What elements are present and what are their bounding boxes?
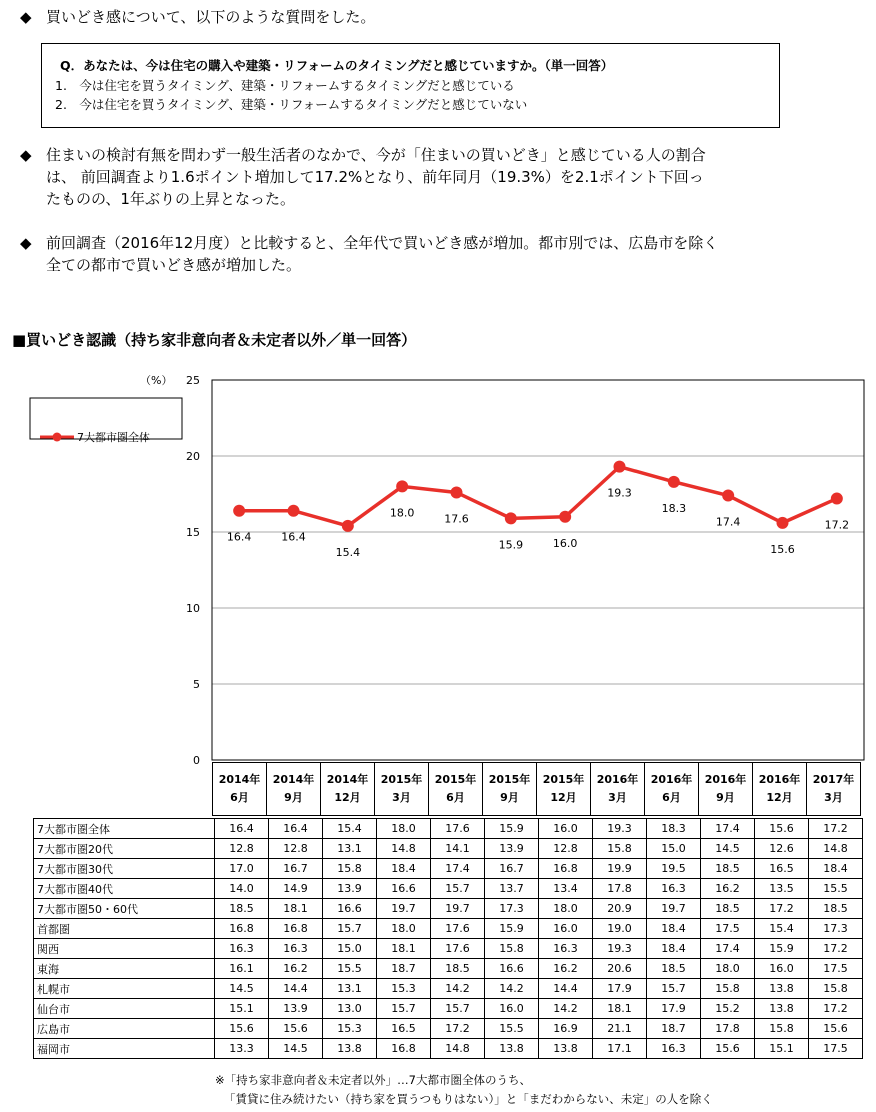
table-row <box>34 839 863 859</box>
table-cell: 15.7 <box>377 999 431 1019</box>
footnote: 「賃貸に住み続けたい（持ち家を買うつもりはない）」と「まだわからない、未定」の人を除く <box>224 1092 713 1106</box>
table-cell: 18.1 <box>377 939 431 959</box>
table-cell: 17.4 <box>701 819 755 839</box>
table-cell: 15.9 <box>485 919 539 939</box>
table-cell: 16.0 <box>539 919 593 939</box>
y-tick-label: 10 <box>186 602 200 615</box>
data-label: 15.4 <box>335 545 361 559</box>
column-header: 2016年 12月 <box>753 763 807 816</box>
question-title: Q．あなたは、今は住宅の購入や建築・リフォームのタイミングだと感じていますか。（単一回答） <box>60 58 614 73</box>
data-point <box>831 493 843 505</box>
table-cell: 16.3 <box>647 1039 701 1059</box>
table-cell: 15.8 <box>485 939 539 959</box>
table-cell: 19.7 <box>647 899 701 919</box>
table-cell: 16.3 <box>647 879 701 899</box>
y-tick-label: 25 <box>186 374 200 387</box>
data-point <box>777 517 789 529</box>
table-cell: 16.8 <box>215 919 269 939</box>
table-cell: 18.5 <box>647 959 701 979</box>
table-cell: 16.1 <box>215 959 269 979</box>
table-row <box>34 1019 863 1039</box>
table-cell: 16.6 <box>323 899 377 919</box>
table-cell: 14.4 <box>539 979 593 999</box>
table-cell: 15.3 <box>323 1019 377 1039</box>
row-label: 関西 <box>34 939 215 959</box>
table-cell: 13.8 <box>323 1039 377 1059</box>
table-cell: 16.0 <box>755 959 809 979</box>
table-row <box>34 879 863 899</box>
row-label: 仙台市 <box>34 999 215 1019</box>
table-cell: 15.5 <box>323 959 377 979</box>
data-table <box>33 818 863 1059</box>
data-label: 19.3 <box>607 486 632 500</box>
table-cell: 15.2 <box>701 999 755 1019</box>
line-chart <box>0 365 876 765</box>
bullet-line: は、 前回調査より1.6ポイント増加して17.2%となり、前年同月（19.3%）を2.1ポイント下回っ <box>46 168 704 186</box>
table-cell: 13.5 <box>755 879 809 899</box>
row-label: 7大都市圏50・60代 <box>34 899 215 919</box>
table-row <box>34 999 863 1019</box>
data-label: 16.4 <box>226 530 252 544</box>
row-label: 7大都市圏30代 <box>34 859 215 879</box>
data-label: 17.4 <box>715 515 741 529</box>
table-cell: 17.3 <box>809 919 863 939</box>
table-cell: 14.2 <box>539 999 593 1019</box>
table-cell: 18.0 <box>701 959 755 979</box>
table-cell: 17.2 <box>809 939 863 959</box>
table-cell: 15.7 <box>431 879 485 899</box>
table-cell: 17.6 <box>431 819 485 839</box>
table-cell: 18.4 <box>809 859 863 879</box>
table-cell: 17.1 <box>593 1039 647 1059</box>
table-cell: 15.4 <box>755 919 809 939</box>
table-cell: 21.1 <box>593 1019 647 1039</box>
row-label: 7大都市圏20代 <box>34 839 215 859</box>
chart-grid <box>212 456 864 684</box>
bullet-line: たものの、1年ぶりの上昇となった。 <box>46 190 295 208</box>
table-cell: 16.2 <box>701 879 755 899</box>
table-cell: 15.4 <box>323 819 377 839</box>
data-label: 15.6 <box>770 542 795 556</box>
table-cell: 17.5 <box>809 1039 863 1059</box>
table-cell: 16.5 <box>755 859 809 879</box>
table-cell: 16.9 <box>539 1019 593 1039</box>
table-cell: 14.5 <box>701 839 755 859</box>
table-cell: 14.5 <box>269 1039 323 1059</box>
table-cell: 19.3 <box>593 939 647 959</box>
column-header: 2015年 9月 <box>483 763 537 816</box>
table-cell: 14.2 <box>485 979 539 999</box>
table-cell: 15.0 <box>323 939 377 959</box>
table-cell: 15.5 <box>809 879 863 899</box>
data-labels-group <box>227 487 849 559</box>
y-tick-label: 20 <box>186 450 200 463</box>
table-cell: 19.0 <box>593 919 647 939</box>
table-cell: 17.6 <box>431 919 485 939</box>
table-cell: 15.5 <box>485 1019 539 1039</box>
table-row <box>34 939 863 959</box>
table-cell: 14.0 <box>215 879 269 899</box>
table-cell: 18.3 <box>647 819 701 839</box>
table-cell: 14.1 <box>431 839 485 859</box>
table-row <box>34 859 863 879</box>
table-cell: 15.7 <box>323 919 377 939</box>
row-label: 札幌市 <box>34 979 215 999</box>
table-cell: 19.5 <box>647 859 701 879</box>
diamond-icon: ◆ <box>20 146 32 164</box>
table-cell: 13.9 <box>269 999 323 1019</box>
table-cell: 17.8 <box>593 879 647 899</box>
table-cell: 18.0 <box>539 899 593 919</box>
diamond-icon: ◆ <box>20 234 32 252</box>
table-cell: 17.2 <box>809 999 863 1019</box>
table-cell: 14.2 <box>431 979 485 999</box>
table-row <box>34 1039 863 1059</box>
table-cell: 16.7 <box>485 859 539 879</box>
table-cell: 16.0 <box>539 819 593 839</box>
table-cell: 12.8 <box>539 839 593 859</box>
bullet-line: 全ての都市で買いどき感が増加した。 <box>46 256 302 274</box>
table-cell: 16.2 <box>539 959 593 979</box>
table-cell: 15.8 <box>323 859 377 879</box>
question-box <box>41 43 780 128</box>
table-cell: 15.7 <box>431 999 485 1019</box>
legend-label: 7大都市圏全体 <box>77 431 150 444</box>
data-label: 16.0 <box>552 536 578 550</box>
table-cell: 13.3 <box>215 1039 269 1059</box>
table-cell: 17.9 <box>593 979 647 999</box>
row-label: 福岡市 <box>34 1039 215 1059</box>
question-option: 2. 今は住宅を買うタイミング、建築・リフォームするタイミングだと感じていない <box>55 97 528 112</box>
table-cell: 18.1 <box>269 899 323 919</box>
table-cell: 18.4 <box>647 939 701 959</box>
table-cell: 12.8 <box>215 839 269 859</box>
table-cell: 16.5 <box>377 1019 431 1039</box>
data-point <box>233 505 245 517</box>
table-cell: 16.7 <box>269 859 323 879</box>
bullet-line: 住まいの検討有無を問わず一般生活者のなかで、今が「住まいの買いどき」と感じている人の割合 <box>46 146 706 164</box>
table-cell: 17.3 <box>485 899 539 919</box>
table-cell: 16.4 <box>269 819 323 839</box>
table-cell: 17.8 <box>701 1019 755 1039</box>
data-label: 17.6 <box>444 512 469 526</box>
table-cell: 13.9 <box>485 839 539 859</box>
table-row <box>34 959 863 979</box>
column-header: 2016年 3月 <box>591 763 645 816</box>
table-cell: 15.8 <box>809 979 863 999</box>
table-cell: 15.6 <box>809 1019 863 1039</box>
table-cell: 15.1 <box>215 999 269 1019</box>
footnote: ※「持ち家非意向者＆未定者以外」…7大都市圏全体のうち、 <box>215 1073 531 1087</box>
y-tick-label: 5 <box>193 678 200 691</box>
table-cell: 20.9 <box>593 899 647 919</box>
column-header: 2014年 6月 <box>213 763 267 816</box>
table-cell: 17.2 <box>755 899 809 919</box>
chart-axis <box>186 374 864 765</box>
table-header <box>212 762 861 816</box>
table-cell: 17.0 <box>215 859 269 879</box>
table-cell: 14.9 <box>269 879 323 899</box>
table-cell: 16.4 <box>215 819 269 839</box>
table-cell: 18.1 <box>593 999 647 1019</box>
legend <box>30 398 182 444</box>
table-cell: 13.1 <box>323 979 377 999</box>
table-row <box>34 979 863 999</box>
table-cell: 13.4 <box>539 879 593 899</box>
table-cell: 13.1 <box>323 839 377 859</box>
column-header: 2015年 12月 <box>537 763 591 816</box>
table-cell: 18.5 <box>215 899 269 919</box>
table-row <box>34 919 863 939</box>
table-cell: 15.6 <box>215 1019 269 1039</box>
table-cell: 12.6 <box>755 839 809 859</box>
row-label: 首都圏 <box>34 919 215 939</box>
data-point <box>614 461 626 473</box>
table-cell: 15.1 <box>755 1039 809 1059</box>
table-cell: 14.4 <box>269 979 323 999</box>
table-cell: 20.6 <box>593 959 647 979</box>
table-cell: 15.6 <box>701 1039 755 1059</box>
table-cell: 16.6 <box>485 959 539 979</box>
table-cell: 18.7 <box>377 959 431 979</box>
column-header: 2016年 6月 <box>645 763 699 816</box>
table-cell: 16.6 <box>377 879 431 899</box>
table-cell: 17.5 <box>809 959 863 979</box>
table-cell: 18.0 <box>377 919 431 939</box>
data-label: 16.4 <box>281 530 306 544</box>
table-cell: 13.8 <box>755 979 809 999</box>
data-label: 18.0 <box>389 506 415 520</box>
data-point <box>722 490 734 502</box>
table-cell: 16.8 <box>539 859 593 879</box>
row-label: 広島市 <box>34 1019 215 1039</box>
y-tick-label: 0 <box>193 754 200 765</box>
table-cell: 14.8 <box>809 839 863 859</box>
table-cell: 15.8 <box>593 839 647 859</box>
data-label: 17.2 <box>824 518 850 532</box>
table-cell: 16.3 <box>269 939 323 959</box>
table-cell: 19.3 <box>593 819 647 839</box>
table-cell: 19.7 <box>377 899 431 919</box>
data-label: 15.9 <box>498 538 524 552</box>
table-cell: 17.4 <box>701 939 755 959</box>
data-point <box>288 505 300 517</box>
data-point <box>396 480 408 492</box>
table-cell: 13.8 <box>485 1039 539 1059</box>
table-cell: 18.5 <box>431 959 485 979</box>
row-label: 7大都市圏全体 <box>34 819 215 839</box>
legend-marker <box>53 433 62 442</box>
table-cell: 13.9 <box>323 879 377 899</box>
table-cell: 16.3 <box>539 939 593 959</box>
series-line-group <box>239 467 837 526</box>
y-axis-label: （%） <box>140 374 173 387</box>
row-label: 7大都市圏40代 <box>34 879 215 899</box>
plot-frame <box>212 380 864 760</box>
table-cell: 14.5 <box>215 979 269 999</box>
data-label: 18.3 <box>661 501 687 515</box>
table-cell: 15.3 <box>377 979 431 999</box>
y-tick-label: 15 <box>186 526 200 539</box>
table-cell: 15.7 <box>647 979 701 999</box>
diamond-icon: ◆ <box>20 8 32 26</box>
table-cell: 17.6 <box>431 939 485 959</box>
table-cell: 18.4 <box>377 859 431 879</box>
table-cell: 18.0 <box>377 819 431 839</box>
table-cell: 17.4 <box>431 859 485 879</box>
table-cell: 18.4 <box>647 919 701 939</box>
table-cell: 17.9 <box>647 999 701 1019</box>
table-cell: 12.8 <box>269 839 323 859</box>
table-cell: 18.5 <box>701 859 755 879</box>
column-header: 2014年 12月 <box>321 763 375 816</box>
column-header: 2015年 3月 <box>375 763 429 816</box>
table-cell: 13.8 <box>755 999 809 1019</box>
data-point <box>342 520 354 532</box>
data-point <box>505 512 517 524</box>
table-cell: 16.3 <box>215 939 269 959</box>
table-cell: 16.8 <box>269 919 323 939</box>
table-row <box>34 899 863 919</box>
table-cell: 18.5 <box>809 899 863 919</box>
row-label: 東海 <box>34 959 215 979</box>
table-cell: 15.6 <box>269 1019 323 1039</box>
section-title: ■買いどき認識（持ち家非意向者＆未定者以外／単一回答） <box>12 331 417 349</box>
column-header: 2014年 9月 <box>267 763 321 816</box>
table-cell: 14.8 <box>377 839 431 859</box>
table-row <box>34 819 863 839</box>
series-line <box>239 467 837 526</box>
table-cell: 18.7 <box>647 1019 701 1039</box>
column-header: 2015年 6月 <box>429 763 483 816</box>
table-cell: 18.5 <box>701 899 755 919</box>
table-cell: 19.9 <box>593 859 647 879</box>
data-point <box>668 476 680 488</box>
table-cell: 16.2 <box>269 959 323 979</box>
table-cell: 15.8 <box>701 979 755 999</box>
table-cell: 17.5 <box>701 919 755 939</box>
table-cell: 17.2 <box>431 1019 485 1039</box>
table-cell: 19.7 <box>431 899 485 919</box>
table-cell: 13.7 <box>485 879 539 899</box>
table-cell: 16.0 <box>485 999 539 1019</box>
table-cell: 15.0 <box>647 839 701 859</box>
data-point <box>451 486 463 498</box>
column-header: 2017年 3月 <box>807 763 861 816</box>
table-cell: 15.6 <box>755 819 809 839</box>
data-point <box>559 511 571 523</box>
table-cell: 15.9 <box>755 939 809 959</box>
table-cell: 14.8 <box>431 1039 485 1059</box>
bullet-line: 買いどき感について、以下のような質問をした。 <box>46 8 376 26</box>
table-cell: 16.8 <box>377 1039 431 1059</box>
question-option: 1. 今は住宅を買うタイミング、建築・リフォームするタイミングだと感じている <box>55 78 515 93</box>
table-cell: 13.8 <box>539 1039 593 1059</box>
table-cell: 17.2 <box>809 819 863 839</box>
table-cell: 13.0 <box>323 999 377 1019</box>
column-header: 2016年 9月 <box>699 763 753 816</box>
bullet-line: 前回調査（2016年12月度）と比較すると、全年代で買いどき感が増加。都市別では、広島市を除く <box>46 234 719 252</box>
table-cell: 15.8 <box>755 1019 809 1039</box>
table-cell: 15.9 <box>485 819 539 839</box>
